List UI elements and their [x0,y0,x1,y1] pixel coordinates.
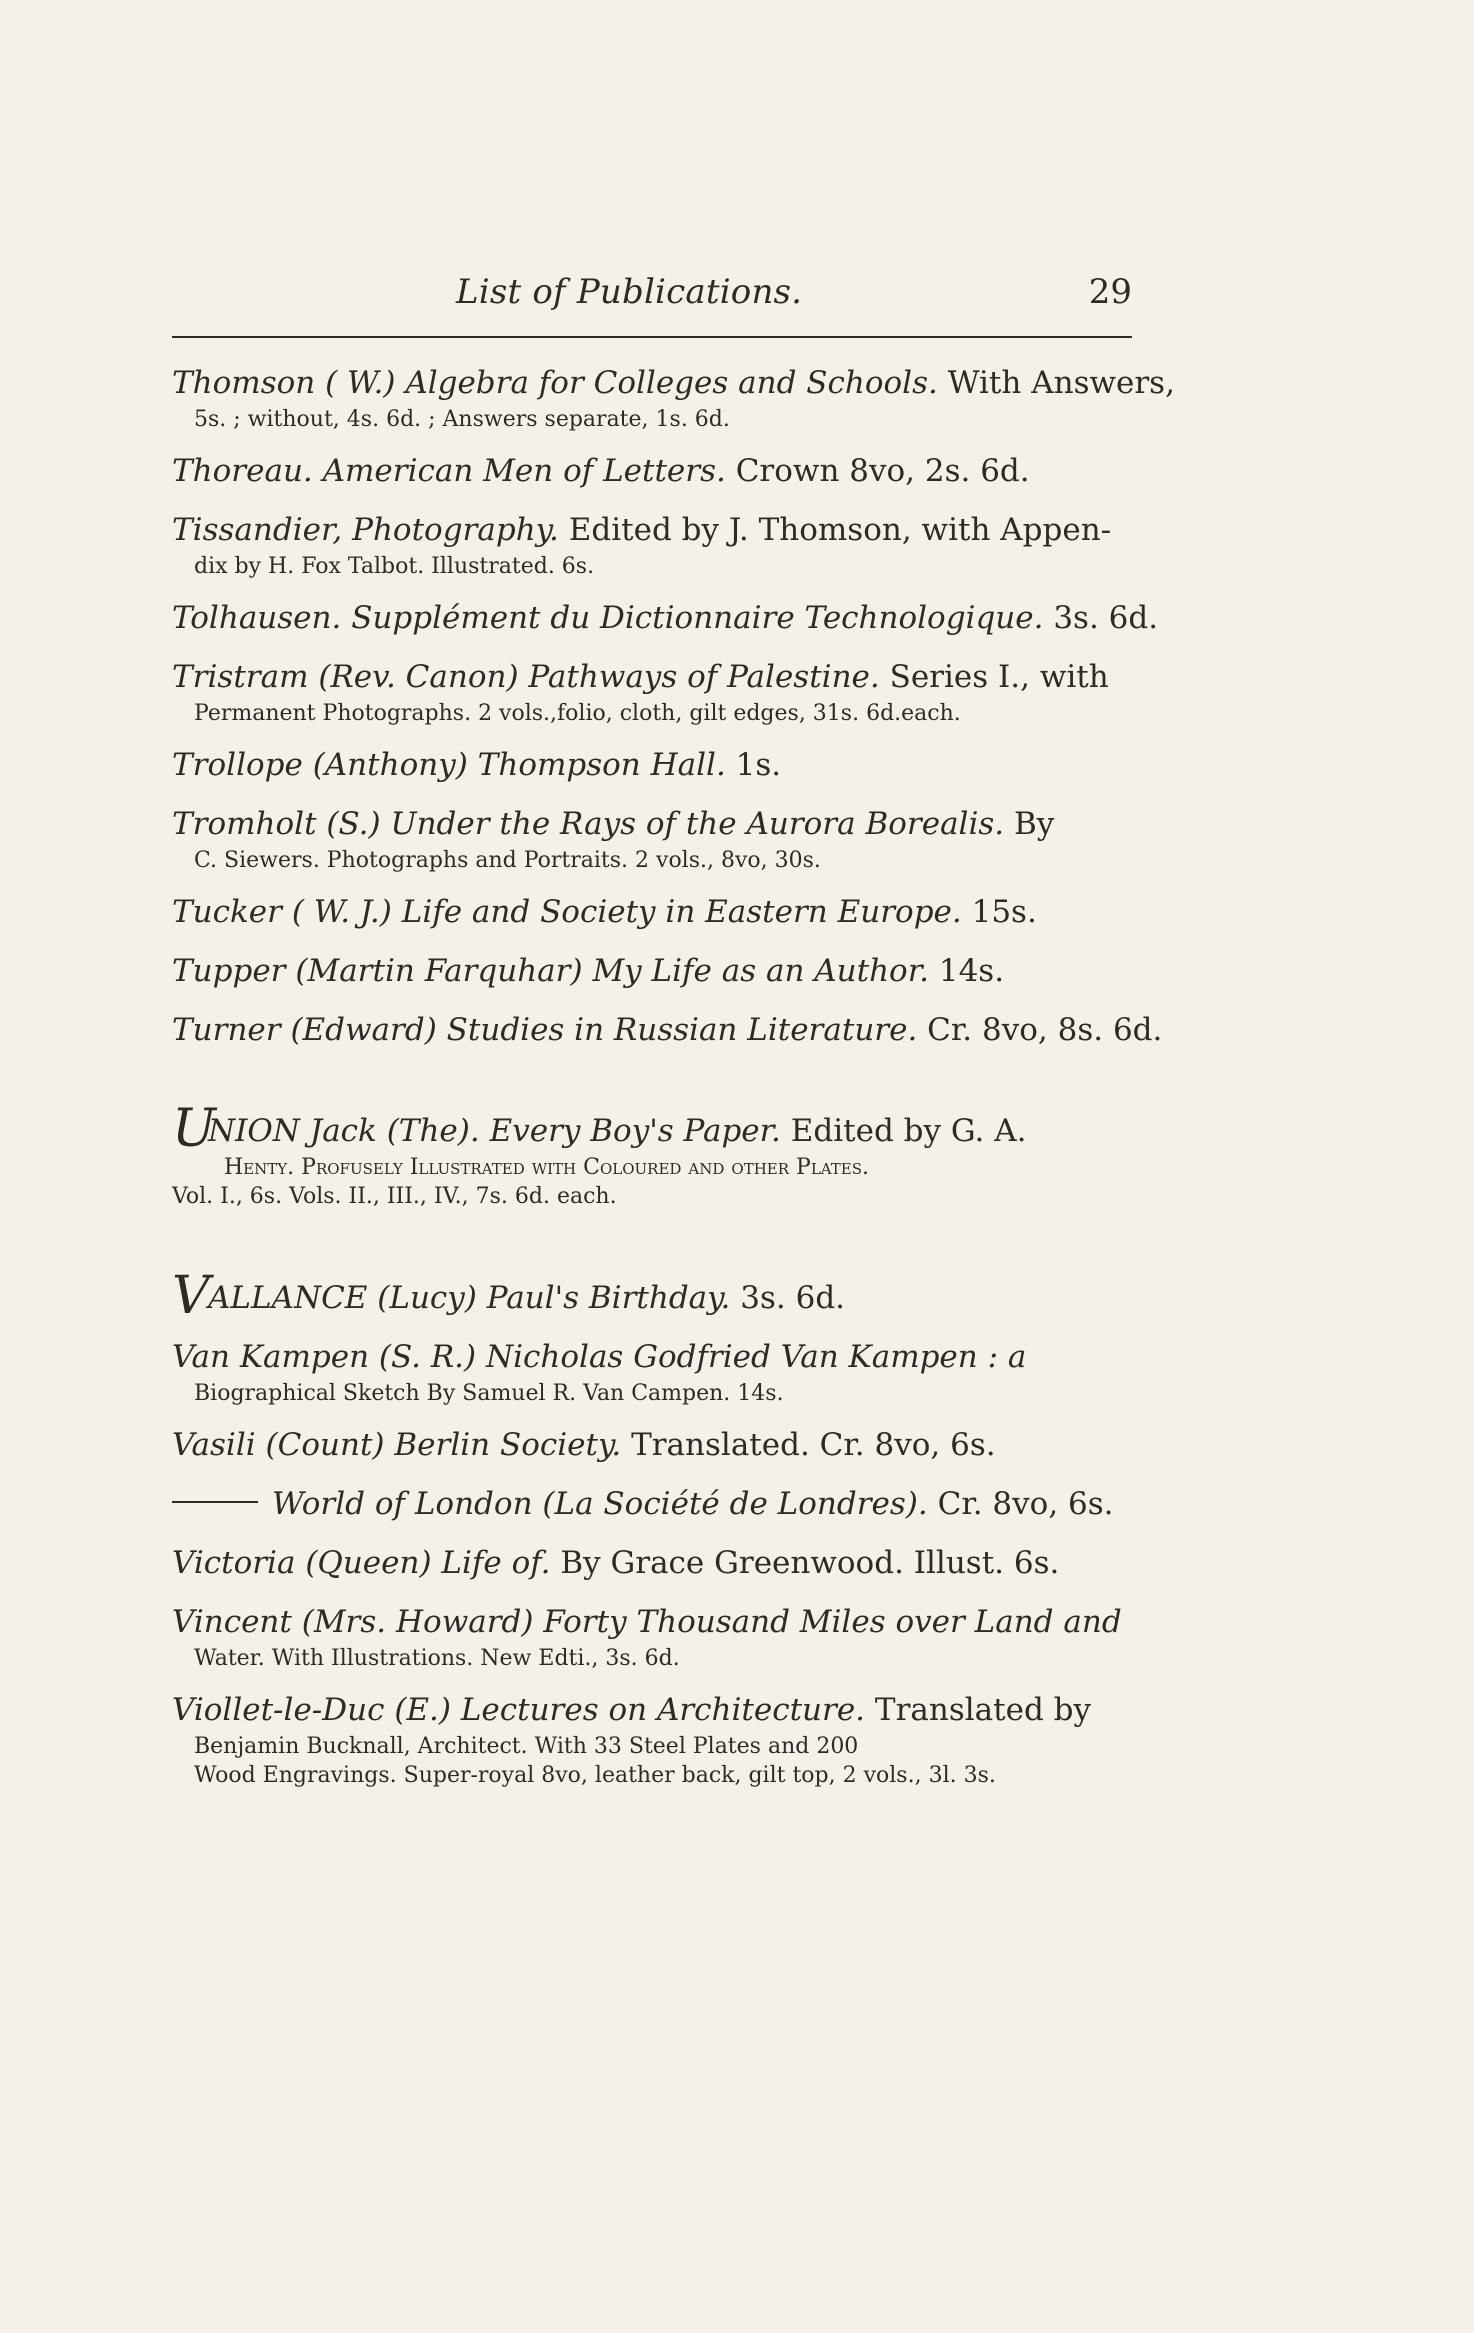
entry-author: Victoria [172,1545,296,1581]
section-u [172,1099,1132,1211]
section-heading-paren: (The). [386,1113,480,1149]
entry-detail: Henty. Profusely Illustrated with Coloured and other Plates. [224,1155,870,1180]
list-entry [172,744,1132,787]
entry-author-paren: (Anthony) [312,747,468,783]
entry-main-tail: Edited by J. Thomson, with Appen- [568,512,1112,548]
entry-title: Thompson Hall. [477,747,726,783]
entry-author: Tristram [172,659,309,695]
entry-detail: dix by H. Fox Talbot. Illustrated. 6s. [194,554,595,579]
list-entry [172,1336,1132,1408]
entry-author-paren: (Edward) [290,1012,437,1048]
entry-author-paren: (Martin Farquhar) [295,953,583,989]
entry-main-tail: 15s. [971,894,1037,930]
entry-main-tail: Cr. 8vo, 6s. [937,1486,1114,1522]
entry-title: American Men of Letters. [322,453,726,489]
entry-title: Pathways of Palestine. [528,659,880,695]
list-entry [172,950,1132,993]
entry-author: Tucker [172,894,282,930]
entry-author: Van Kampen [172,1339,370,1375]
entry-title: Nicholas Godfried Van Kampen : a [486,1339,1027,1375]
list-entry [172,1601,1132,1673]
entry-title: Lectures on Architecture. [460,1692,866,1728]
list-entry [172,1266,1132,1326]
entry-main-tail: 3s. 6d. [740,1280,846,1316]
header-title: List of Publications. [456,272,803,312]
entry-main-tail: 3s. 6d. [1053,600,1159,636]
entry-detail: Benjamin Bucknall, Architect. With 33 Steel Plates and 200 [194,1734,859,1759]
entry-main-tail: Series I., with [889,659,1109,695]
entry-title: Supplément du Dictionnaire Technologique. [351,600,1044,636]
entry-title: Paul's Birthday. [486,1280,731,1316]
list-entry [172,656,1132,728]
entry-author-paren: (Rev. Canon) [318,659,519,695]
entry-author-paren: ( W.) [325,365,396,401]
entry-title: Algebra for Colleges and Schools. [405,365,938,401]
list-entry [172,597,1159,640]
entry-author-paren: (Queen) [305,1545,432,1581]
entry-title: Every Boy's Paper. [489,1113,781,1149]
entry-detail: Wood Engravings. Super-royal 8vo, leather back, gilt top, 2 vols., 3l. 3s. [194,1763,996,1788]
entry-author-paren: ( W. J.) [291,894,392,930]
list-entry [172,1542,1132,1585]
list-entry [172,1483,1132,1526]
entry-author: Tissandier, [172,512,343,548]
list-entry [172,1689,1132,1790]
entry-title: My Life as an Author. [592,953,929,989]
entry-title: Under the Rays of the Aurora Borealis. [390,806,1005,842]
running-header [172,272,1132,324]
list-entry [172,1009,1163,1052]
entry-main-tail: Crown 8vo, 2s. 6d. [735,453,1030,489]
entry-author-paren: (S.) [326,806,381,842]
list-entry [172,1424,1132,1467]
entry-detail: Vol. I., 6s. Vols. II., III., IV., 7s. 6d. each. [172,1184,617,1209]
entry-author: Viollet-le-Duc [172,1692,385,1728]
entry-author: Vasili [172,1427,256,1463]
drop-initial: V [172,1266,210,1326]
entry-detail: 5s. ; without, 4s. 6d. ; Answers separate, 1s. 6d. [194,407,730,432]
section-v [172,1266,1132,1790]
entry-title: Forty Thousand Miles over Land and [543,1604,1122,1640]
list-entry [172,450,1132,493]
entry-author-paren: (Mrs. Howard) [301,1604,534,1640]
entry-author: Tupper [172,953,286,989]
entry-author: Thomson [172,365,316,401]
list-entry [172,362,1175,434]
entry-detail: C. Siewers. Photographs and Portraits. 2 vols., 8vo, 30s. [194,848,821,873]
entry-author-paren: (S. R.) [378,1339,477,1375]
entry-author: Trollope [172,747,303,783]
entry-author: Vincent [172,1604,292,1640]
entry-main-tail: Translated by [874,1692,1091,1728]
entry-main-tail: Edited by G. A. [790,1113,1027,1149]
entry-title: Studies in Russian Literature. [446,1012,918,1048]
entry-main-tail: Translated. Cr. 8vo, 6s. [631,1427,996,1463]
page-number: 29 [1088,272,1132,312]
publication-list [172,362,1175,1806]
header-rule [172,336,1132,338]
entry-detail: Biographical Sketch By Samuel R. Van Campen. 14s. [194,1381,784,1406]
entry-title: Life of. [441,1545,551,1581]
entry-detail: Permanent Photographs. 2 vols.,folio, cloth, gilt edges, 31s. 6d.each. [194,701,961,726]
entry-main-tail: With Answers, [947,365,1175,401]
list-entry [172,509,1132,581]
entry-main-tail: 14s. [938,953,1005,989]
section-heading: ALLANCE [208,1280,368,1316]
entry-main-tail: By [1014,806,1055,842]
entry-author: Tolhausen. [172,600,342,636]
entry-title-paren: (La Société de Londres). [542,1486,928,1522]
section-heading: NION Jack [208,1113,377,1149]
entry-title: Life and Society in Eastern Europe. [401,894,962,930]
entry-main-tail: Cr. 8vo, 8s. 6d. [927,1012,1163,1048]
entry-title: Berlin Society. [394,1427,622,1463]
list-entry [172,891,1132,934]
entry-author-paren: (E.) [394,1692,451,1728]
ditto-dash [172,1501,258,1503]
entry-author-paren: (Count) [265,1427,385,1463]
entry-main-tail: By Grace Greenwood. Illust. 6s. [560,1545,1060,1581]
entry-title: World of London [272,1486,533,1522]
section-heading-paren: (Lucy) [377,1280,477,1316]
entry-author: Tromholt [172,806,317,842]
entry-detail: Water. With Illustrations. New Edti., 3s. 6d. [194,1646,680,1671]
list-entry [172,803,1132,875]
entry-author: Thoreau. [172,453,313,489]
entry-main-tail: 1s. [735,747,782,783]
entry-author: Turner [172,1012,281,1048]
drop-initial: U [172,1099,216,1159]
entry-title: Photography. [352,512,559,548]
